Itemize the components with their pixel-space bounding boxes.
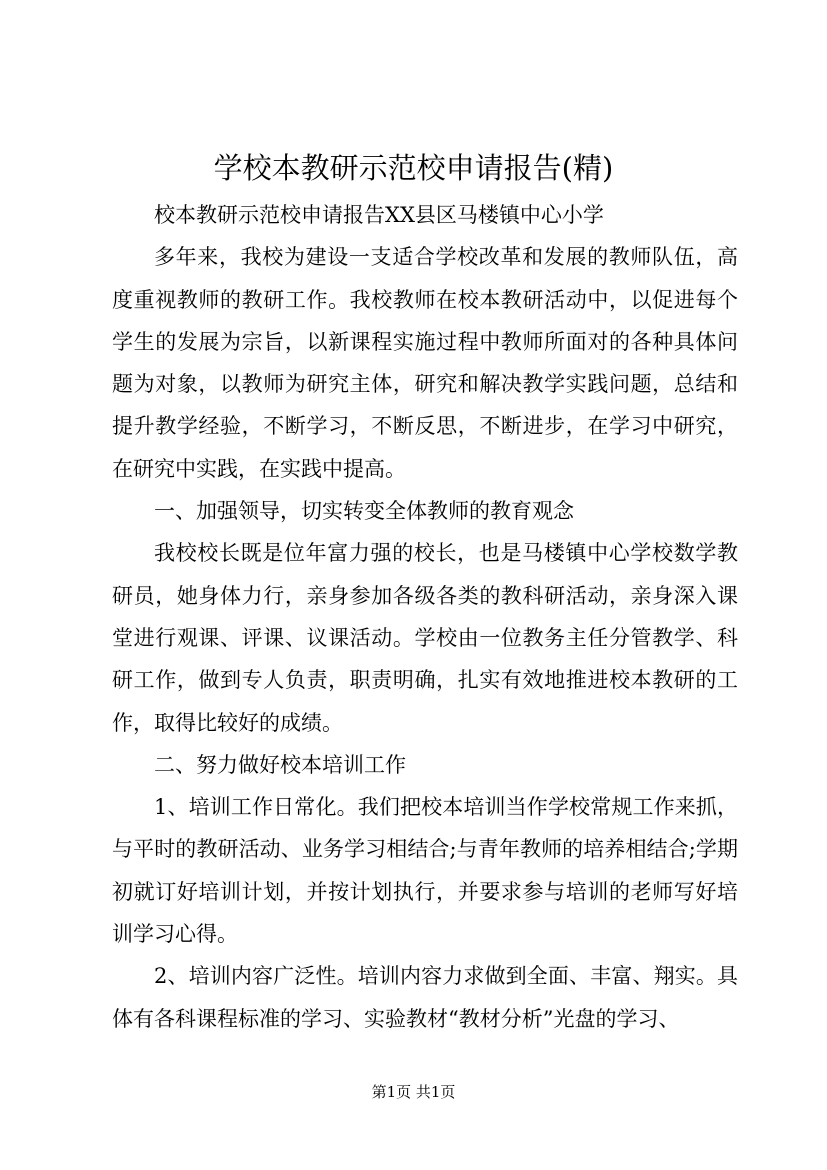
document-title: 学校本教研示范校申请报告(精) — [213, 151, 614, 185]
paragraph-leadership: 我校校长既是位年富力强的校长，也是马楼镇中心学校数学教研员，她身体力行，亲身参加各级各类的教科研活动，亲身深入课堂进行观课、评课、议课活动。学校由一位教务主任分管教学、科研工作，做到专人负责，职责明确，扎实有效地推进校本教研的工作，取得比较好的成绩。 — [112, 541, 738, 735]
section-heading-1: 一、加强领导，切实转变全体教师的教育观念 — [154, 499, 574, 524]
paragraph-training-routine: 1、培训工作日常化。我们把校本培训当作学校常规工作来抓，与平时的教研活动、业务学习相结合;与青年教师的培养相结合;学期初就订好培训计划，并按计划执行，并要求参与培训的老师写好培训学习心得。 — [112, 795, 738, 947]
section-heading-2: 二、努力做好校本培训工作 — [154, 752, 406, 777]
paragraph-training-content: 2、培训内容广泛性。培训内容力求做到全面、丰富、翔实。具体有各科课程标准的学习、实验教材“教材分析”光盘的学习、 — [112, 964, 738, 1031]
document-body — [112, 194, 738, 1040]
paragraph-intro: 多年来，我校为建设一支适合学校改革和发展的教师队伍，高度重视教师的教研工作。我校教师在校本教研活动中，以促进每个学生的发展为宗旨，以新课程实施过程中教师所面对的各种具体问题为对象，以教师为研究主体，研究和解决教学实践问题，总结和提升教学经验，不断学习，不断反思，不断进步，在学习中研究，在研究中实践，在实践中提高。 — [112, 245, 738, 481]
paragraph-heading-line: 校本教研示范校申请报告XX县区马楼镇中心小学 — [154, 203, 604, 227]
page-footer: 第1页 共1页 — [371, 1083, 456, 1101]
